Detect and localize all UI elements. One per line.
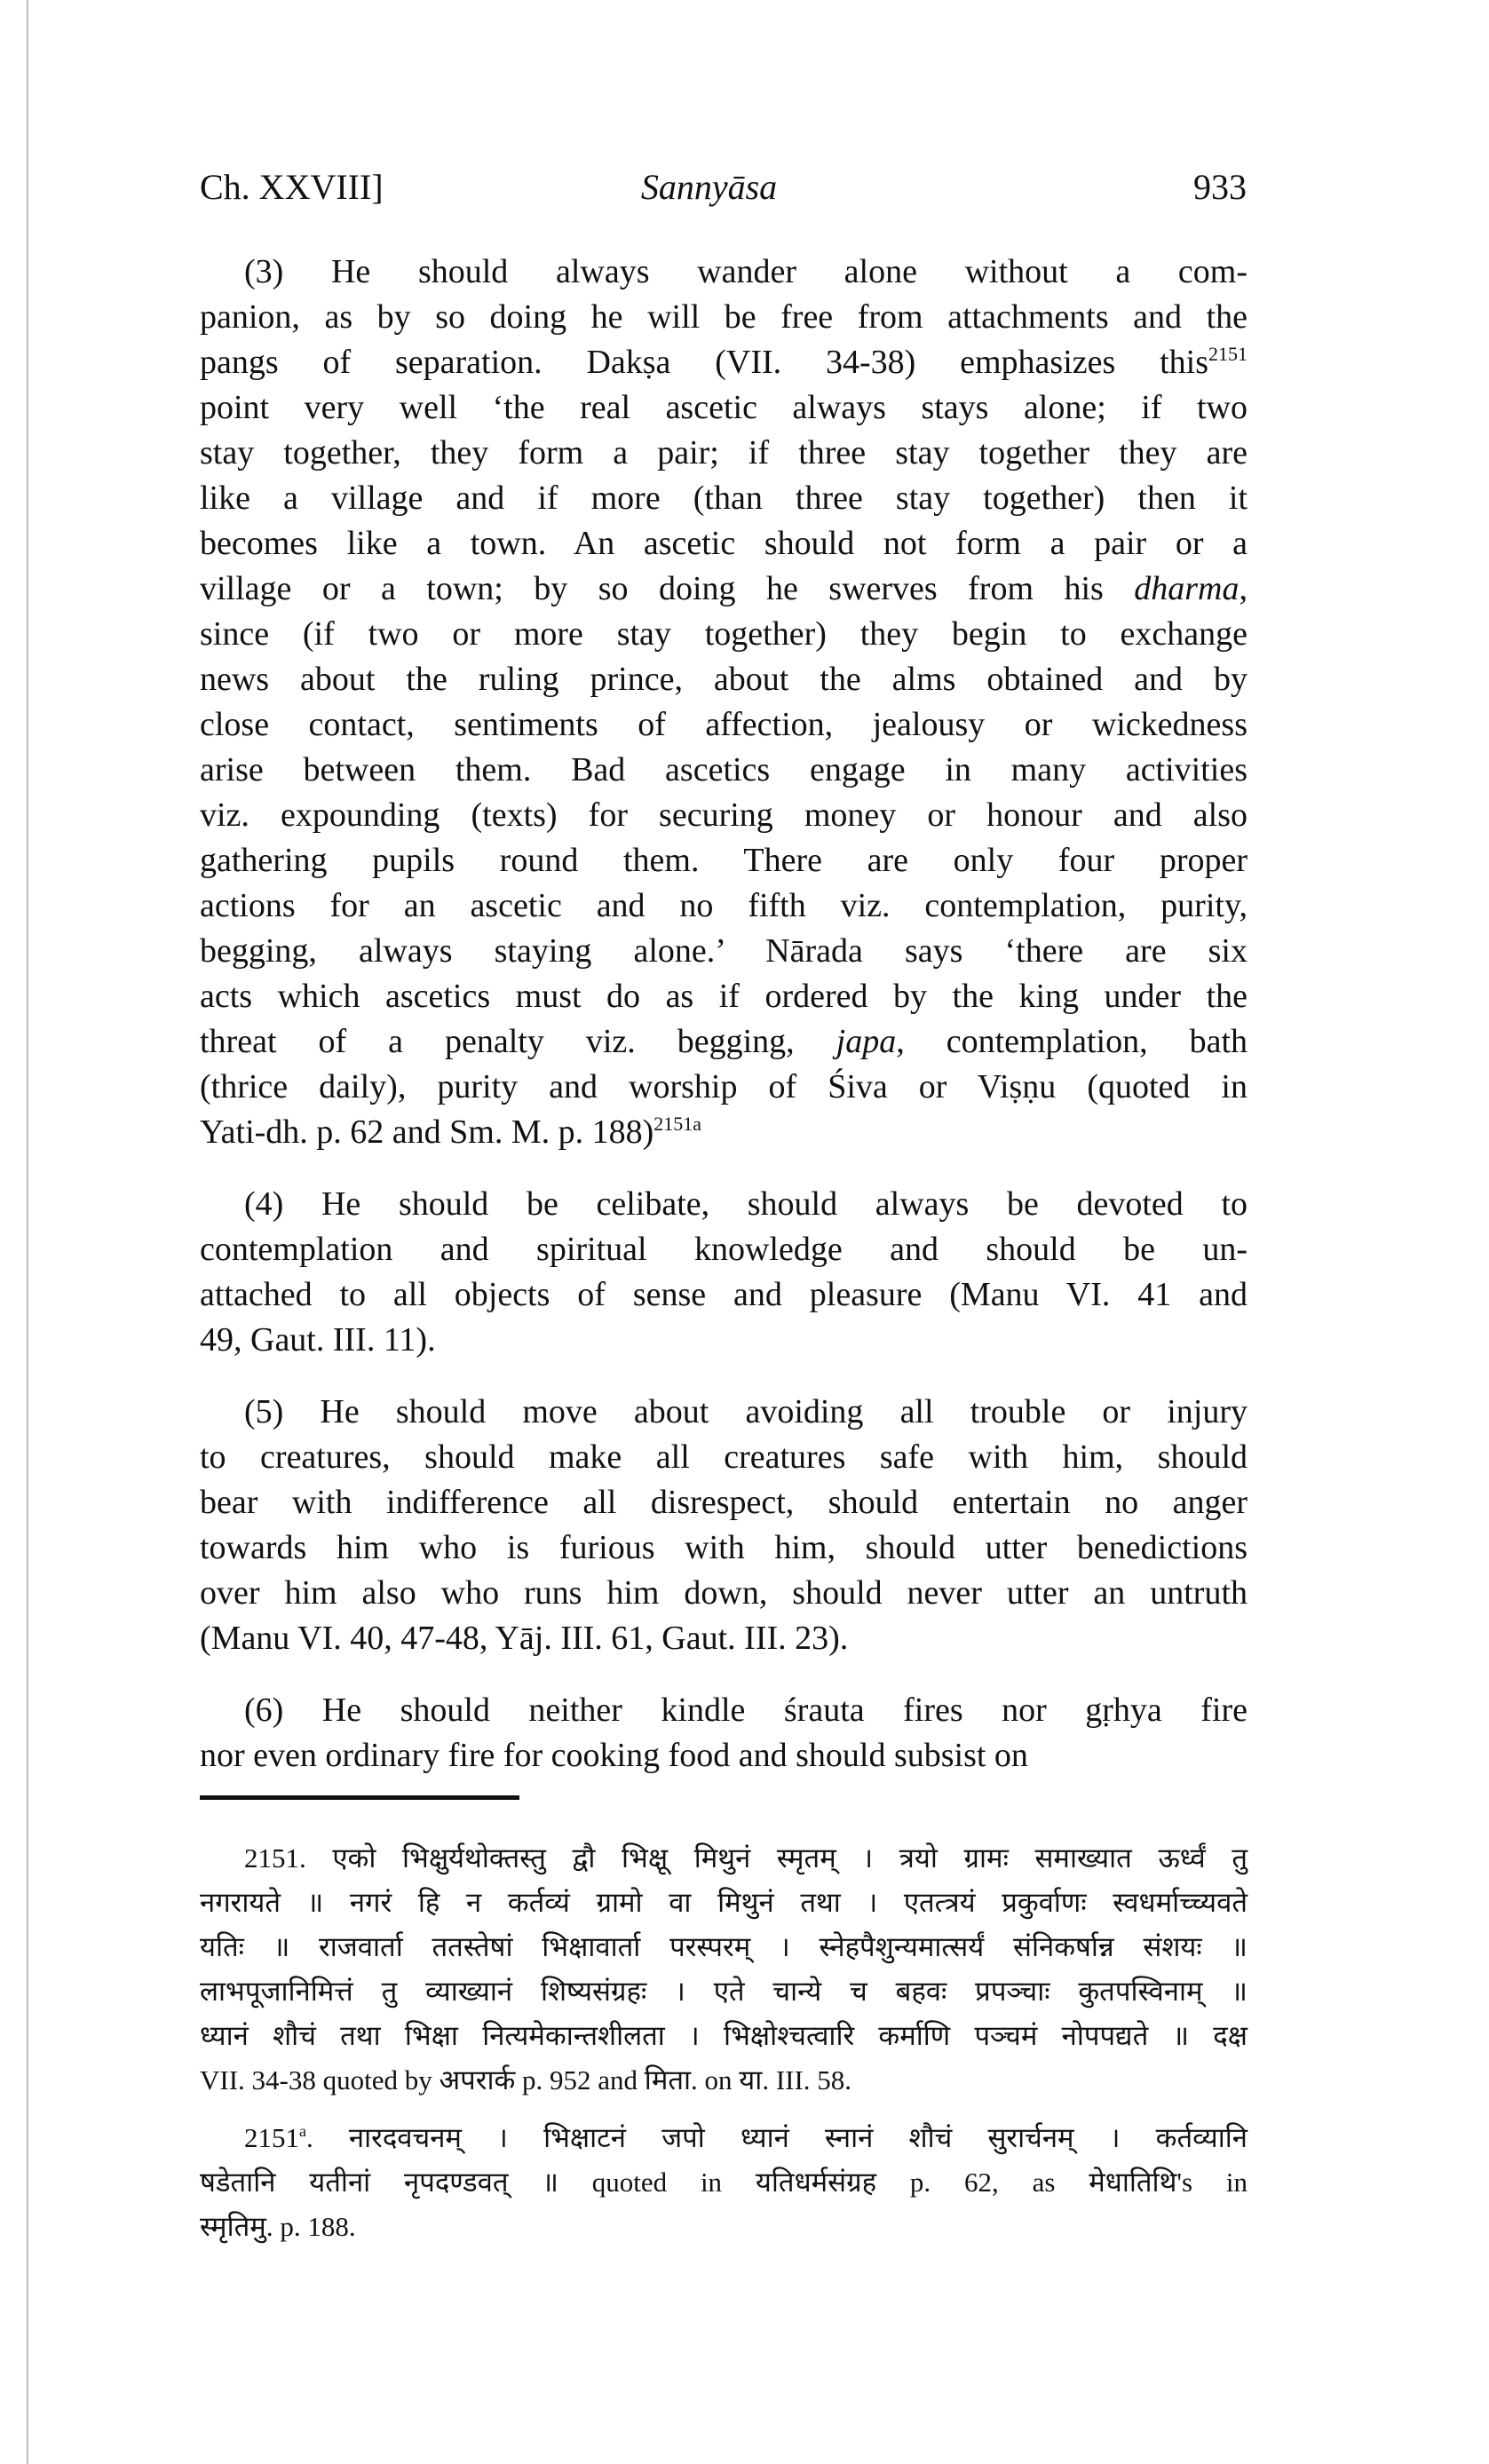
text-line: लाभपूजानिमित्तं तु व्याख्यानं शिष्यसंग्रहः । एते चान्ये च बहवः प्रपञ्चाः कुतपस्विनाम् ॥	[200, 1976, 1247, 2007]
text-line: (5) He should move about avoiding all trouble or injury	[244, 1393, 1247, 1430]
text-line: panion, as by so doing he will be free from attachments and the	[200, 298, 1247, 336]
text-line: यतिः ॥ राजवार्ता ततस्तेषां भिक्षावार्ता परस्परम् । स्नेहपैशुन्यमात्सर्यं संनिकर्षान्न संशयः ॥	[200, 1931, 1247, 1962]
text-line: षडेतानि यतीनां नृपदण्डवत् ॥ quoted in यतिधर्मसंग्रह p. 62, as मेधातिथि's in	[200, 2167, 1247, 2198]
text-line: (6) He should neither kindle śrauta fires nor gṛhya fire	[244, 1692, 1247, 1729]
text-line	[200, 1110, 1247, 1155]
text-line: (thrice daily), purity and worship of Śiva or Viṣṇu (quoted in	[200, 1068, 1247, 1105]
text-line: like a village and if more (than three stay together) then it	[200, 479, 1247, 517]
paragraph	[200, 1182, 1247, 1363]
text-segment: Yati-dh. p. 62 and Sm. M. p. 188)	[200, 1113, 654, 1151]
text-line: actions for an ascetic and no fifth viz. contemplation, purity,	[200, 887, 1247, 924]
page-number: 933	[1193, 167, 1247, 207]
text-line: arise between them. Bad ascetics engage in many activities	[200, 751, 1247, 788]
body-text	[200, 250, 1247, 1805]
footnote-marker: a	[299, 2122, 306, 2140]
text-line: viz. expounding (texts) for securing money or honour and also	[200, 796, 1247, 834]
scan-edge-line	[27, 0, 28, 2464]
text-line: acts which ascetics must do as if ordered by the king under the	[200, 978, 1247, 1015]
text-line: contemplation and spiritual knowledge and should be un-	[200, 1231, 1247, 1268]
text-line	[200, 340, 1247, 385]
text-line: close contact, sentiments of affection, jealousy or wickedness	[200, 706, 1247, 743]
text-line: bear with indifference all disrespect, should entertain no anger	[200, 1484, 1247, 1521]
text-line: towards him who is furious with him, should utter benedictions	[200, 1529, 1247, 1566]
text-line: news about the ruling prince, about the alms obtained and by	[200, 661, 1247, 698]
text-line	[200, 566, 1247, 612]
italic-term: dharma	[1134, 570, 1240, 607]
paragraph	[200, 250, 1247, 1155]
text-line: since (if two or more stay together) they begin to exchange	[200, 615, 1247, 653]
text-segment: ,	[1239, 570, 1247, 607]
text-line: point very well ‘the real ascetic always stays alone; if two	[200, 389, 1247, 426]
text-segment: village or a town; by so doing he swerves from his	[200, 570, 1135, 607]
footnote	[200, 1836, 1247, 2103]
text-line: ध्यानं शौचं तथा भिक्षा नित्यमेकान्तशीलता । भिक्षोश्चत्वारि कर्माणि पञ्चमं नोपपद्यते ॥ दक्ष	[200, 2020, 1247, 2051]
italic-term: japa	[836, 1023, 897, 1060]
footnote-marker: 2151a	[653, 1113, 702, 1135]
running-head-chapter: Ch. XXVIII]	[200, 167, 384, 207]
text-line: stay together, they form a pair; if three stay together they are	[200, 434, 1247, 471]
paragraph	[200, 1390, 1247, 1661]
footnote-rule	[200, 1795, 519, 1800]
text-line: gathering pupils round them. There are only four proper	[200, 842, 1247, 879]
text-segment: 2151	[244, 2122, 299, 2153]
footnotes	[200, 1836, 1247, 2262]
text-segment: , contemplation, bath	[896, 1023, 1248, 1060]
text-segment: threat of a penalty viz. begging,	[200, 1023, 836, 1060]
text-line: (Manu VI. 40, 47-48, Yāj. III. 61, Gaut. III. 23).	[200, 1620, 849, 1657]
text-line: to creatures, should make all creatures safe with him, should	[200, 1438, 1247, 1476]
running-head-title: Sannyāsa	[640, 167, 778, 207]
text-line: attached to all objects of sense and pleasure (Manu VI. 41 and	[200, 1276, 1247, 1313]
text-line: VII. 34-38 quoted by अपरार्क p. 952 and मिता. on या. III. 58.	[200, 2064, 852, 2096]
footnote	[200, 2116, 1247, 2249]
paragraph	[200, 1688, 1247, 1779]
text-line: (3) He should always wander alone without a com-	[244, 253, 1247, 290]
text-segment: . नारदवचनम् । भिक्षाटनं जपो ध्यानं स्नानं शौचं सुरार्चनम् । कर्तव्यानि	[306, 2122, 1247, 2153]
text-line: स्मृतिमु. p. 188.	[200, 2211, 356, 2242]
text-line: over him also who runs him down, should never utter an untruth	[200, 1574, 1247, 1612]
footnote-marker: 2151	[1208, 343, 1247, 365]
text-line: begging, always staying alone.’ Nārada says ‘there are six	[200, 932, 1247, 970]
text-line	[200, 2116, 1247, 2160]
text-line: nor even ordinary fire for cooking food and should subsist on	[200, 1737, 1028, 1774]
text-line: (4) He should be celibate, should always be devoted to	[244, 1185, 1247, 1223]
text-line	[200, 1019, 1247, 1065]
text-segment: pangs of separation. Dakṣa (VII. 34-38) emphasizes this	[200, 344, 1208, 381]
text-line: 49, Gaut. III. 11).	[200, 1321, 436, 1359]
text-line: becomes like a town. An ascetic should not form a pair or a	[200, 525, 1247, 562]
text-line: नगरायते ॥ नगरं हि न कर्तव्यं ग्रामो वा मिथुनं तथा । एतत्त्रयं प्रकुर्वाणः स्वधर्माच्च्यवते	[200, 1887, 1247, 1918]
text-line: 2151. एको भिक्षुर्यथोक्तस्तु द्वौ भिक्षू मिथुनं स्मृतम् । त्रयो ग्रामः समाख्यात ऊर्ध्वं तु	[244, 1842, 1247, 1874]
